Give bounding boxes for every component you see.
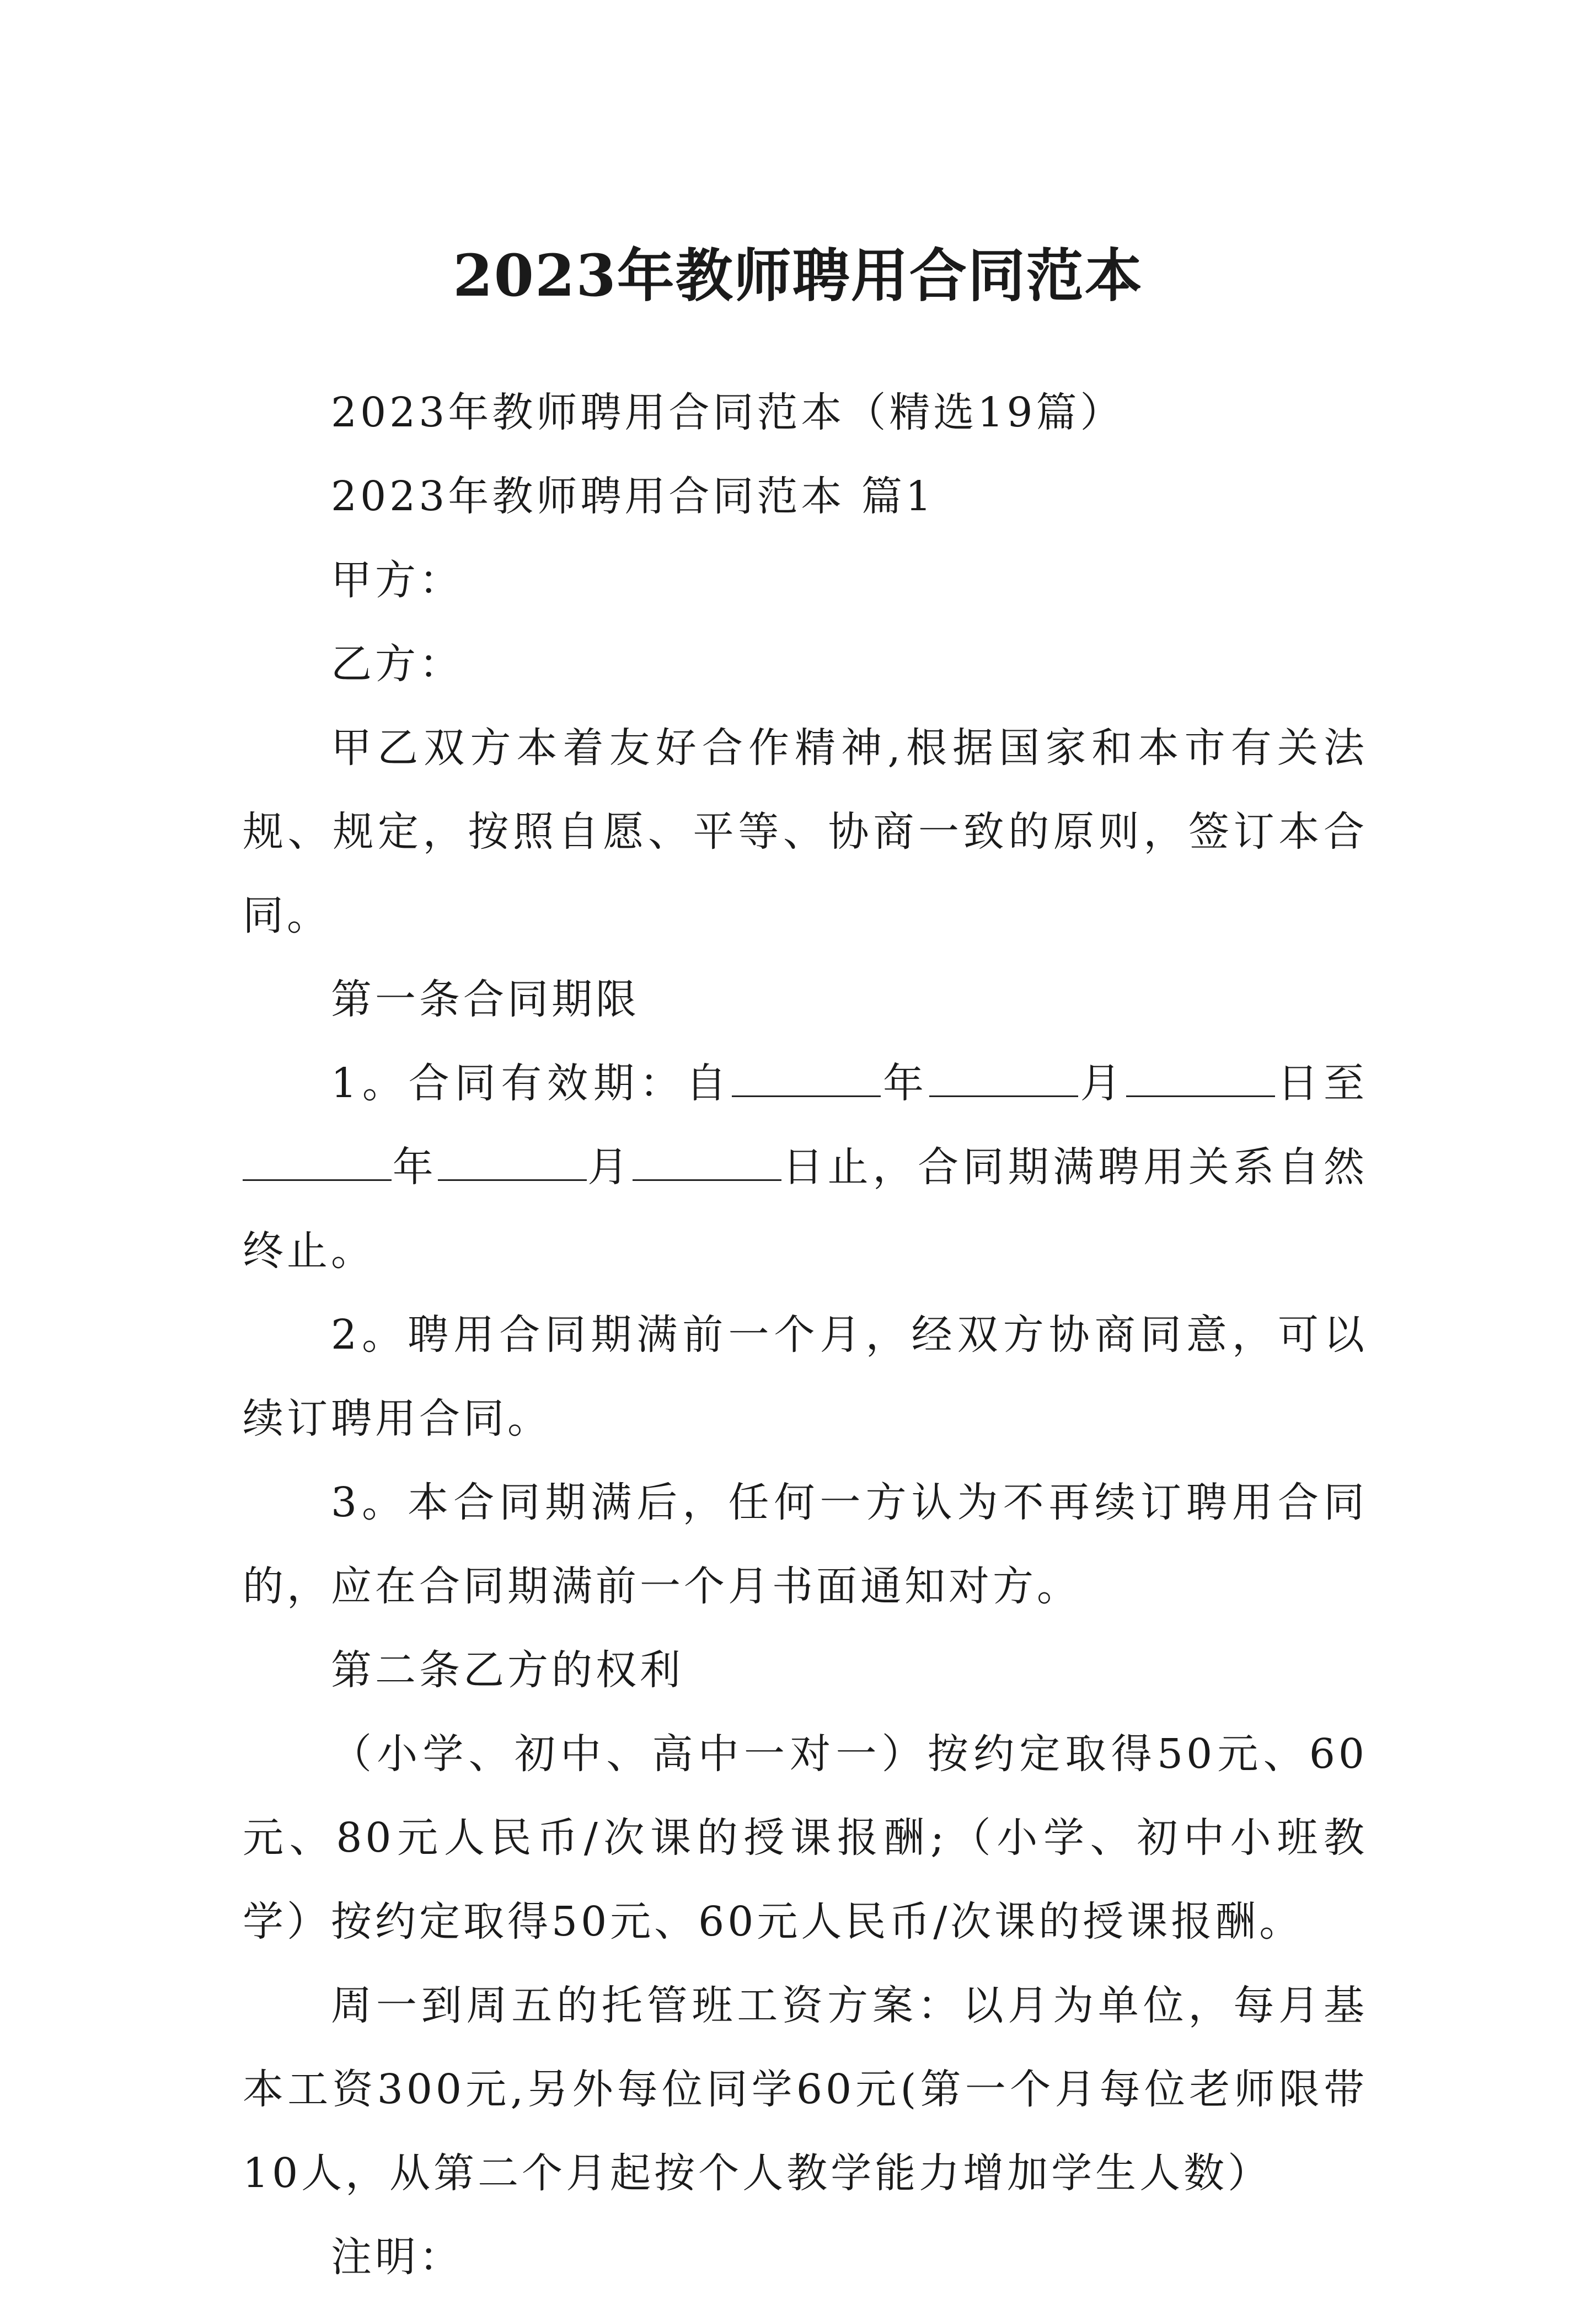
term-text-day-to: 日至 [1275,1060,1368,1107]
paragraph-article-1-heading: 第一条合同期限 [331,976,640,1023]
term-text-end: 日止，合同期满聘用关系自然终止。 [243,1143,1368,1275]
paragraph-note: 注明： [331,2233,463,2281]
blank-line [243,1146,392,1181]
paragraph-non-renewal: 3。本合同期满后，任何一方认为不再续订聘用合同的，应在合同期满前一个月书面通知对方。 [243,1479,1368,1610]
blank-line [438,1146,587,1181]
paragraph-section-heading: 2023年教师聘用合同范本 篇1 [331,473,935,520]
paragraph-teaching-fees: （小学、初中、高中一对一）按约定取得50元、60元、80元人民币/次课的授课报酬;（小学、初中小班教学）按约定取得50元、60元人民币/次课的授课报酬。 [243,1730,1368,1945]
term-text-month: 月 [1078,1060,1127,1107]
paragraph-article-2-heading: 第二条乙方的权利 [331,1646,684,1694]
blank-line [732,1062,881,1097]
term-text-month-2: 月 [586,1143,633,1191]
paragraph-party-a: 甲方： [331,557,463,604]
paragraph-renewal: 2。聘用合同期满前一个月，经双方协商同意，可以续订聘用合同。 [243,1311,1368,1442]
blank-line [1126,1062,1275,1097]
document-body [243,371,1368,2299]
blank-line [633,1146,781,1181]
document-title: 2023年教师聘用合同范本 [453,241,1143,309]
term-text-year-2: 年 [392,1143,438,1191]
term-text-from: 1。合同有效期：自 [331,1060,732,1107]
paragraph-daycare-salary: 周一到周五的托管班工资方案：以月为单位，每月基本工资300元,另外每位同学60元(第一个月每位老师限带10人，从第二个月起按个人教学能力增加学生人数） [243,1982,1368,2197]
paragraph-party-b: 乙方： [331,640,463,688]
paragraph-contract-term [243,1041,1368,1293]
blank-line [929,1062,1078,1097]
paragraph-preamble: 甲乙双方本着友好合作精神,根据国家和本市有关法规、规定，按照自愿、平等、协商一致的原则，签订本合同。 [243,724,1368,939]
paragraph-subtitle: 2023年教师聘用合同范本（精选19篇） [331,389,1124,436]
term-text-year: 年 [881,1060,929,1107]
